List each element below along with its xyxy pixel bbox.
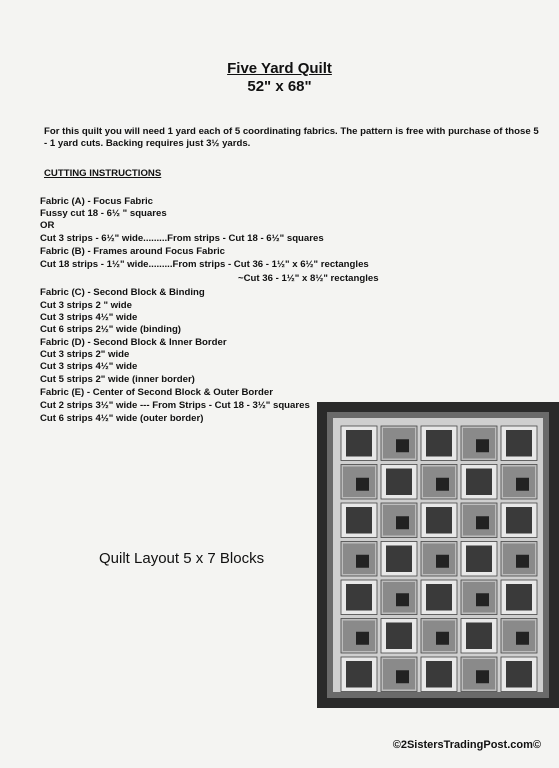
focus-square bbox=[346, 584, 372, 611]
second-block-center bbox=[396, 593, 409, 606]
second-block-center bbox=[356, 555, 369, 568]
second-block-center bbox=[356, 632, 369, 645]
second-block-center bbox=[516, 555, 529, 568]
second-block-center bbox=[516, 478, 529, 491]
focus-square bbox=[386, 469, 412, 496]
second-block-center bbox=[396, 439, 409, 452]
second-block-center bbox=[476, 439, 489, 452]
cutting-line: Fabric (E) - Center of Second Block & Outer Border bbox=[40, 387, 273, 398]
intro-paragraph: For this quilt you will need 1 yard each of 5 coordinating fabrics. The pattern is free with purchase of those 5 - 1 yard cuts. Backing requires just 3½ yards. bbox=[44, 126, 539, 149]
quilt-layout-diagram bbox=[317, 402, 559, 708]
copyright-text: ©2SistersTradingPost.com© bbox=[392, 739, 541, 751]
cutting-line: Fussy cut 18 - 6½ " squares bbox=[40, 208, 167, 219]
second-block-center bbox=[436, 632, 449, 645]
focus-square bbox=[506, 661, 532, 688]
page-title: Five Yard Quilt bbox=[227, 60, 332, 77]
cutting-line: Cut 18 strips - 1½" wide.........From strips - Cut 36 - 1½" x 6½" rectangles bbox=[40, 259, 369, 270]
second-block-center bbox=[476, 670, 489, 683]
focus-square bbox=[346, 430, 372, 457]
cutting-line: ~Cut 36 - 1½" x 8½" rectangles bbox=[238, 273, 379, 284]
second-block-center bbox=[476, 516, 489, 529]
cutting-line: Cut 3 strips 4½" wide bbox=[40, 361, 138, 372]
cutting-line: Cut 6 strips 4½" wide (outer border) bbox=[40, 413, 204, 424]
second-block-center bbox=[396, 516, 409, 529]
cutting-line: Cut 3 strips 2" wide bbox=[40, 349, 130, 360]
focus-square bbox=[346, 507, 372, 534]
cutting-line: Fabric (A) - Focus Fabric bbox=[40, 196, 154, 207]
cutting-line: Cut 5 strips 2" wide (inner border) bbox=[40, 374, 195, 385]
quilt-size: 52" x 68" bbox=[247, 78, 312, 95]
focus-square bbox=[506, 584, 532, 611]
second-block-center bbox=[396, 670, 409, 683]
focus-square bbox=[426, 430, 452, 457]
focus-square bbox=[506, 507, 532, 534]
cutting-line: Fabric (B) - Frames around Focus Fabric bbox=[40, 246, 225, 257]
cutting-line: Fabric (D) - Second Block & Inner Border bbox=[40, 337, 227, 348]
cutting-line: Cut 2 strips 3½" wide --- From Strips - Cut 18 - 3½" squares bbox=[40, 400, 310, 411]
cutting-heading: CUTTING INSTRUCTIONS bbox=[44, 168, 162, 179]
cutting-line: Cut 3 strips 2 " wide bbox=[40, 300, 132, 311]
cutting-line: Cut 6 strips 2½" wide (binding) bbox=[40, 324, 182, 335]
focus-square bbox=[466, 623, 492, 650]
cutting-line: Fabric (C) - Second Block & Binding bbox=[40, 287, 205, 298]
cutting-line: Cut 3 strips - 6½" wide.........From strips - Cut 18 - 6½" squares bbox=[40, 233, 324, 244]
focus-square bbox=[506, 430, 532, 457]
cutting-line: Cut 3 strips 4½" wide bbox=[40, 312, 138, 323]
focus-square bbox=[426, 584, 452, 611]
cutting-line: OR bbox=[40, 220, 55, 231]
focus-square bbox=[426, 507, 452, 534]
second-block-center bbox=[356, 478, 369, 491]
focus-square bbox=[466, 546, 492, 573]
focus-square bbox=[426, 661, 452, 688]
second-block-center bbox=[436, 555, 449, 568]
second-block-center bbox=[436, 478, 449, 491]
focus-square bbox=[386, 623, 412, 650]
focus-square bbox=[386, 546, 412, 573]
focus-square bbox=[346, 661, 372, 688]
quilt-layout-label: Quilt Layout 5 x 7 Blocks bbox=[99, 550, 265, 567]
second-block-center bbox=[476, 593, 489, 606]
focus-square bbox=[466, 469, 492, 496]
second-block-center bbox=[516, 632, 529, 645]
